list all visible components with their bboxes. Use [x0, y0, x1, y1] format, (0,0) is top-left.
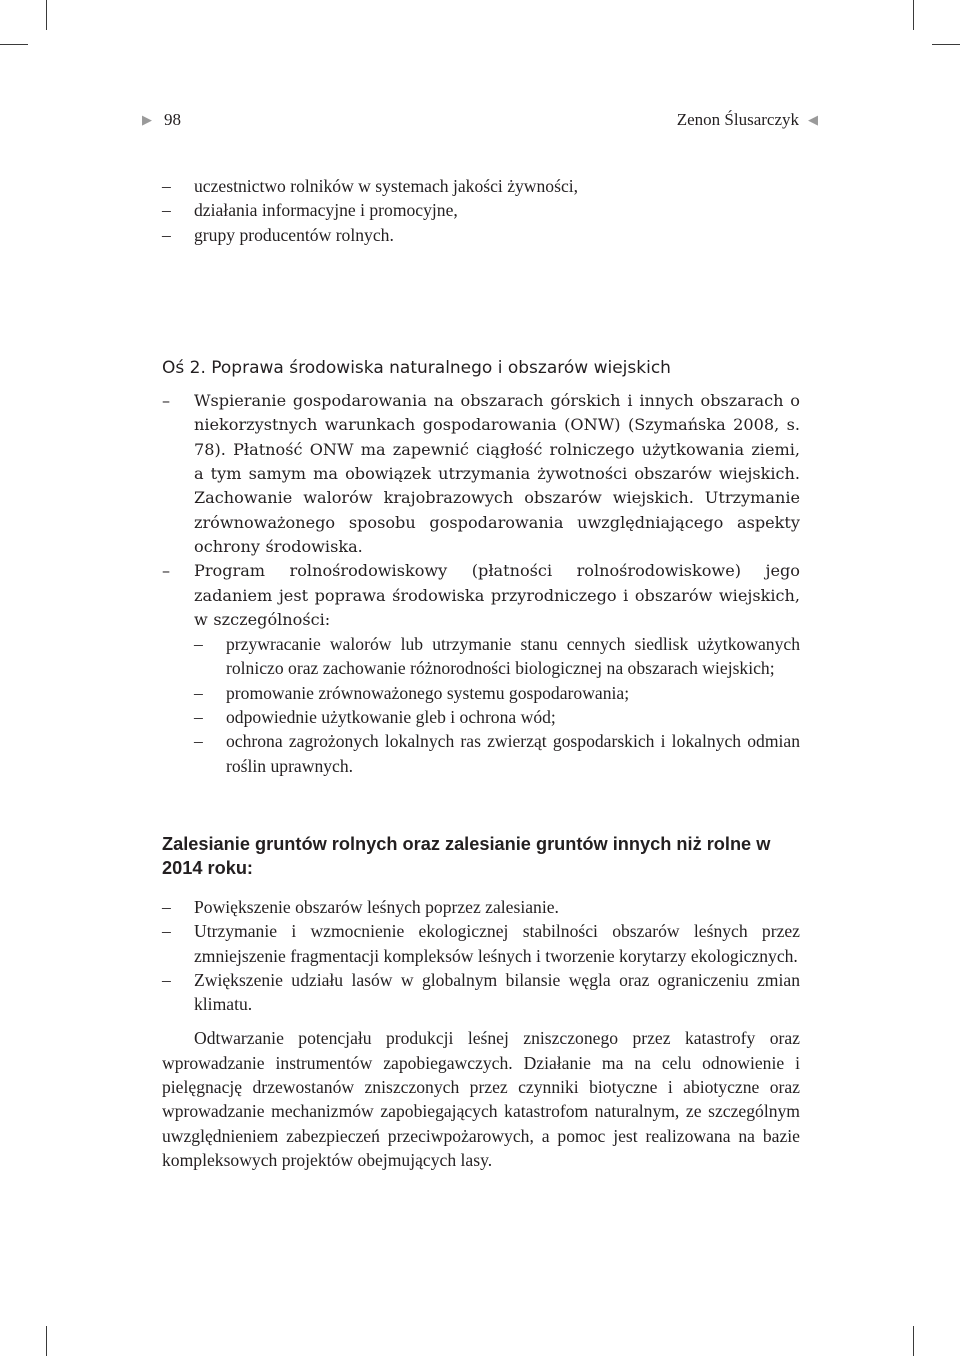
list-item: – Powiększenie obszarów leśnych poprzez zalesianie. — [162, 895, 800, 919]
bullet-list-measures — [162, 174, 800, 247]
axis-2-item-onw: – Wspieranie gospodarowania na obszarach górskich i innych obszarach o niekorzystnych warunkach gospodarowania (ONW) (Szymańska 2008, s. 78). Płatność ONW ma zapewnić ciągłość rolniczego użytkowania ziemi, a tym samym ma obowiązek utrzymania żywotności obszarów wiejskich. Zachowanie walorów krajobrazowych obszarów wiejskich. Utrzymanie zrównoważonego sposobu gospodarowania uwzględniającego aspekty ochrony środowiska. — [162, 389, 800, 559]
body-paragraph: Odtwarzanie potencjału produkcji leśnej zniszczonego przez katastrofy oraz wprowadzanie instrumentów zapobiegawczych. Działanie ma na celu odnowienie i pielęgnację drzewostanów zniszczonych przez czynniki biotyczne i abiotyczne oraz wprowadzanie mechanizmów zapobiegających katastrofom naturalnym, ze szczególnym uwzględnieniem zabezpieczeń przeciwpożarowych, a pomoc jest realizowana na bazie kompleksowych projektów obejmujących lasy. — [162, 1028, 800, 1170]
crop-mark-bottom-left-vertical — [46, 1326, 47, 1356]
list-item: – Zwiększenie udziału lasów w globalnym bilansie węgla oraz ograniczeniu zmian klimatu. — [162, 968, 800, 1017]
list-item: – działania informacyjne i promocyjne, — [162, 198, 800, 222]
program-sublist — [162, 632, 800, 778]
axis-2-item-program: – Program rolnośrodowiskowy (płatności rolnośrodowiskowe) jego zadaniem jest poprawa środowiska przyrodniczego i obszarów wiejskich, w szczególności: — [162, 559, 800, 632]
sublist-item: – promowanie zrównoważonego systemu gospodarowania; — [194, 681, 800, 705]
sublist-item: – przywracanie walorów lub utrzymanie stanu cennych siedlisk użytkowanych rolniczo oraz zachowanie różnorodności biologicznej na obszarach wiejskich; — [194, 632, 800, 681]
list-item: – uczestnictwo rolników w systemach jakości żywności, — [162, 174, 800, 198]
crop-mark-top-left-horizontal — [0, 44, 28, 45]
list-item: – Utrzymanie i wzmocnienie ekologicznej stabilności obszarów leśnych przez zmniejszenie fragmentacji kompleksów leśnych i tworzenie korytarzy ekologicznych. — [162, 919, 800, 968]
crop-mark-top-left-vertical — [46, 0, 47, 30]
triangle-right-icon: ▶ — [142, 112, 152, 127]
header-right — [677, 108, 818, 132]
section-heading: Zalesianie gruntów rolnych oraz zalesianie gruntów innych niż rolne w 2014 roku: — [162, 833, 771, 878]
triangle-left-icon: ◀ — [808, 112, 818, 127]
header-left — [142, 108, 181, 132]
sublist-item: – ochrona zagrożonych lokalnych ras zwierząt gospodarskich i lokalnych odmian roślin uprawnych. — [194, 729, 800, 778]
crop-mark-bottom-right-vertical — [913, 1326, 914, 1356]
axis-2-title: Oś 2. Poprawa środowiska naturalnego i obszarów wiejskich — [162, 357, 671, 378]
page-number: 98 — [164, 110, 181, 129]
author-name: Zenon Ślusarczyk — [676, 110, 799, 129]
list-item: – grupy producentów rolnych. — [162, 223, 800, 247]
crop-mark-top-right-horizontal — [932, 44, 960, 45]
running-header — [142, 108, 818, 132]
sublist-item: – odpowiednie użytkowanie gleb i ochrona wód; — [194, 705, 800, 729]
crop-mark-top-right-vertical — [913, 0, 914, 30]
page-content — [162, 174, 800, 1172]
bullet-list-afforestation — [162, 895, 800, 1016]
